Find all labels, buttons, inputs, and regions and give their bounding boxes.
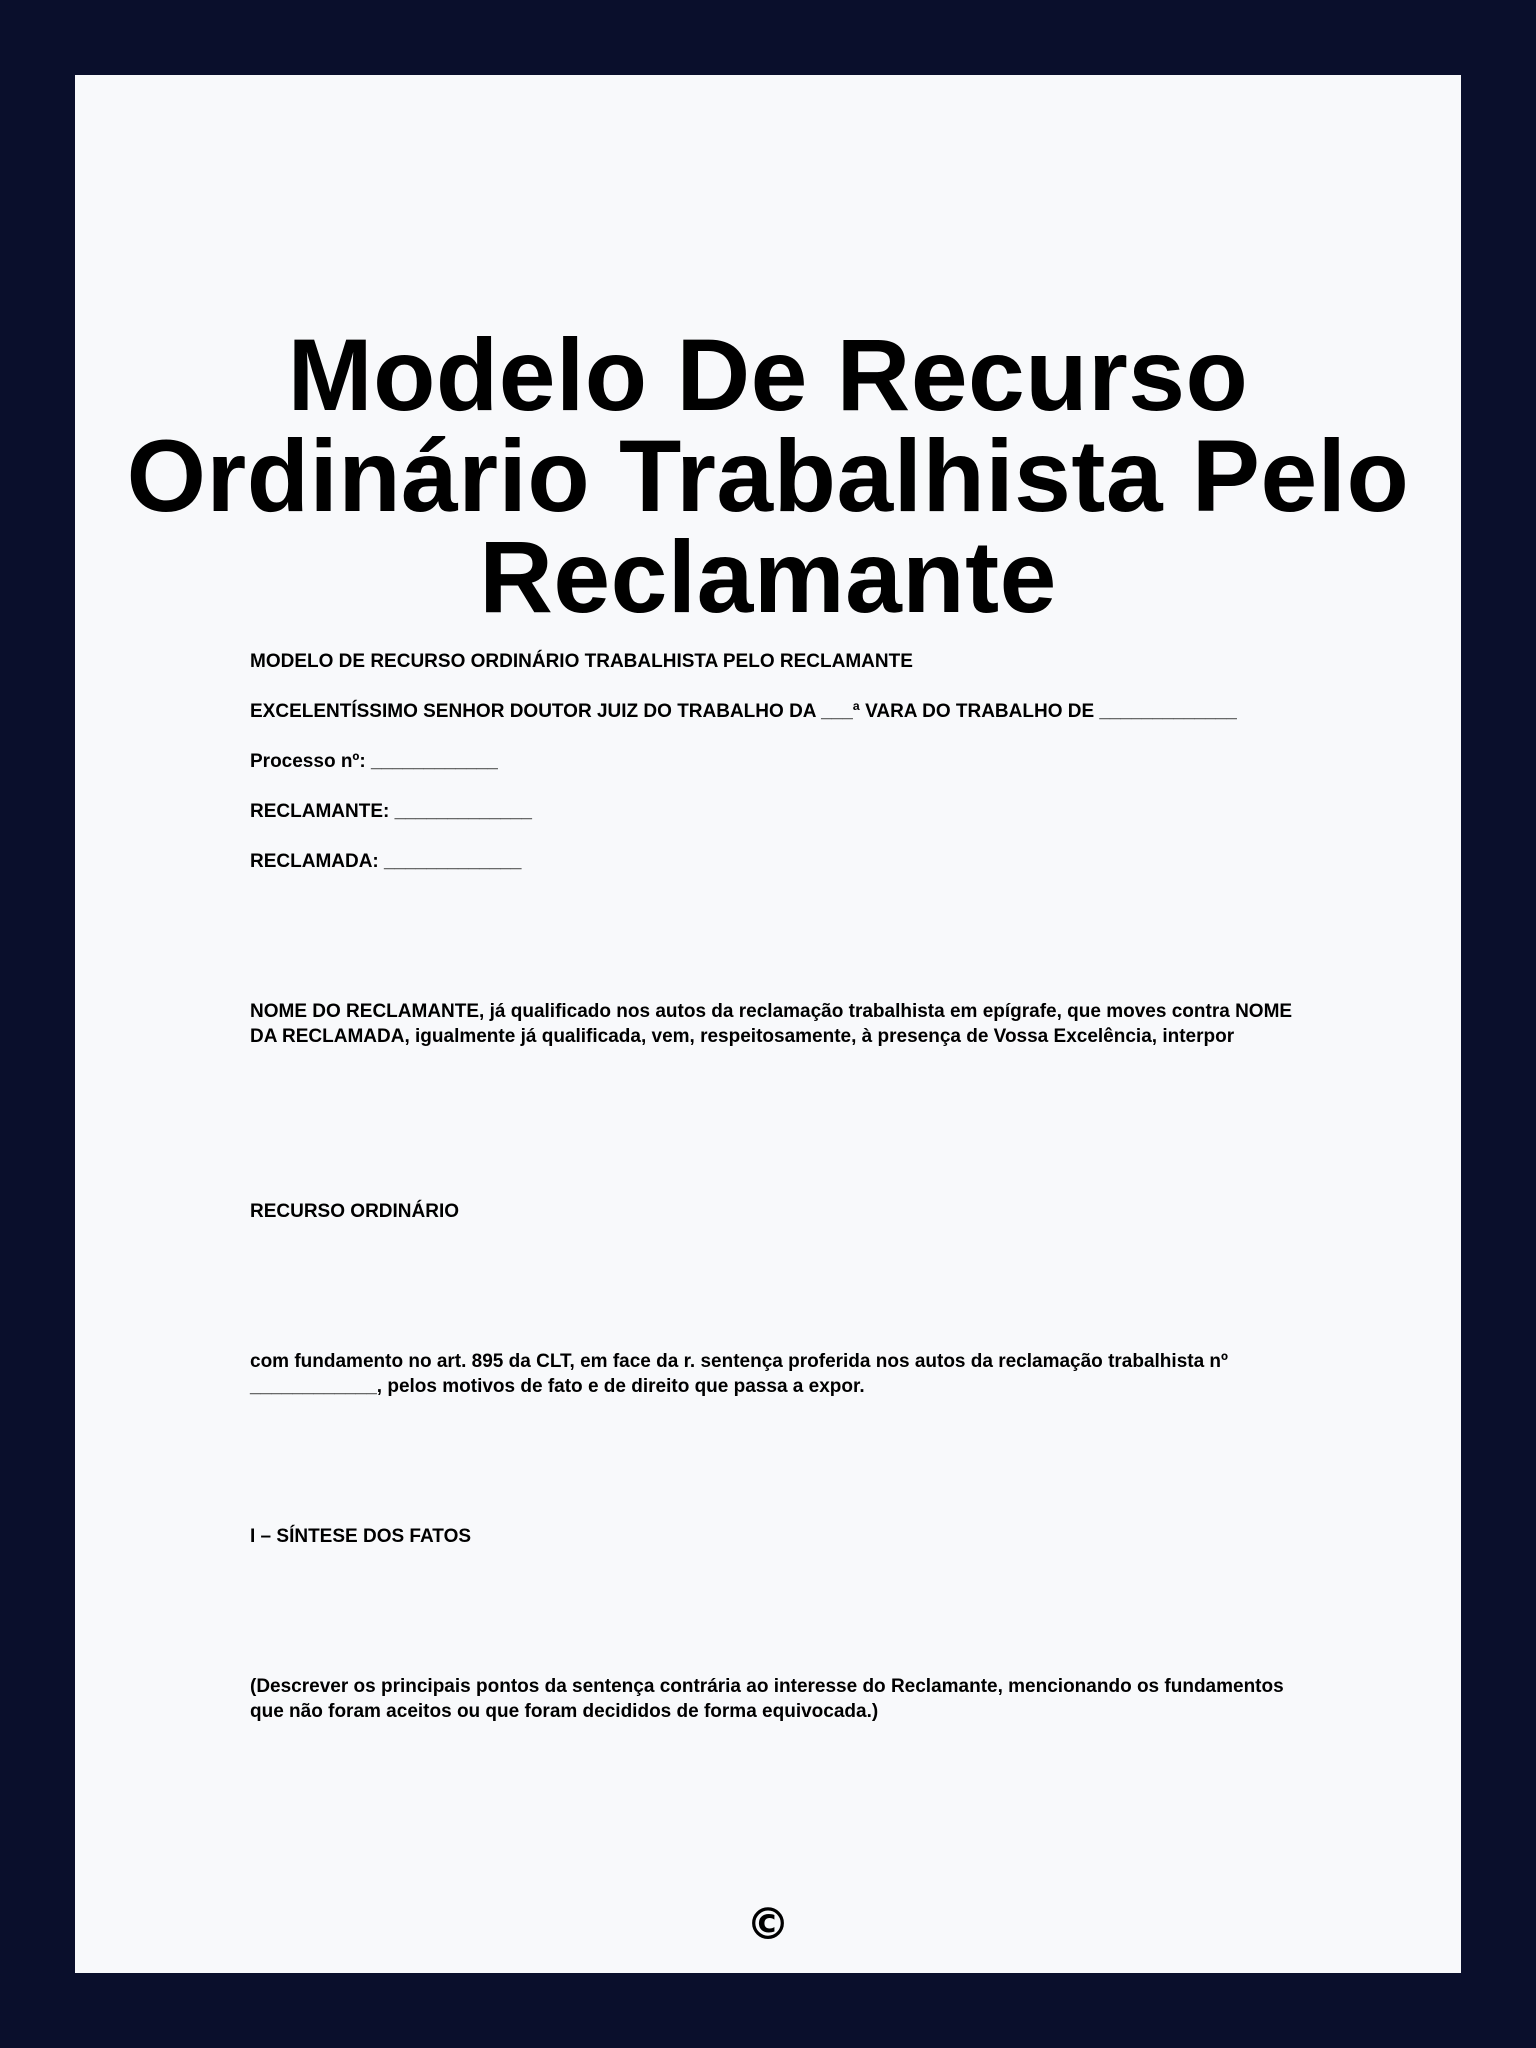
facts-instruction-paragraph: (Descrever os principais pontos da sentença contrária ao interesse do Reclamante, mencionando os fundamentos que não foram aceitos ou que foram decididos de forma equivocada.) [250, 1676, 1289, 1722]
document-heading: MODELO DE RECURSO ORDINÁRIO TRABALHISTA PELO RECLAMANTE [250, 651, 913, 672]
introduction-paragraph: NOME DO RECLAMANTE, já qualificado nos autos da reclamação trabalhista em epígrafe, que moves contra NOME DA RECLAMADA, igualmente já qualificada, vem, respeitosamente, à presença de Vossa Excelência, interpor [250, 1001, 1298, 1047]
copyright-icon: © [746, 1899, 790, 1950]
legal-basis-paragraph: com fundamento no art. 895 da CLT, em face da r. sentença proferida nos autos da reclamação trabalhista nº ____________, pelos motivos de fato e de direito que passa a expor. [250, 1351, 1234, 1397]
process-number-line: Processo nº: ____________ [250, 751, 498, 772]
respondent-line: RECLAMADA: _____________ [250, 851, 522, 872]
claimant-line: RECLAMANTE: _____________ [250, 801, 532, 822]
document-title: Modelo De Recurso Ordinário Trabalhista Pelo Reclamante [126, 318, 1410, 634]
appeal-type-heading: RECURSO ORDINÁRIO [250, 1201, 460, 1222]
section-heading-facts: I – SÍNTESE DOS FATOS [250, 1526, 472, 1547]
addressee-line: EXCELENTÍSSIMO SENHOR DOUTOR JUIZ DO TRABALHO DA ___ª VARA DO TRABALHO DE _____________ [250, 701, 1237, 722]
document-page [75, 75, 1461, 1973]
